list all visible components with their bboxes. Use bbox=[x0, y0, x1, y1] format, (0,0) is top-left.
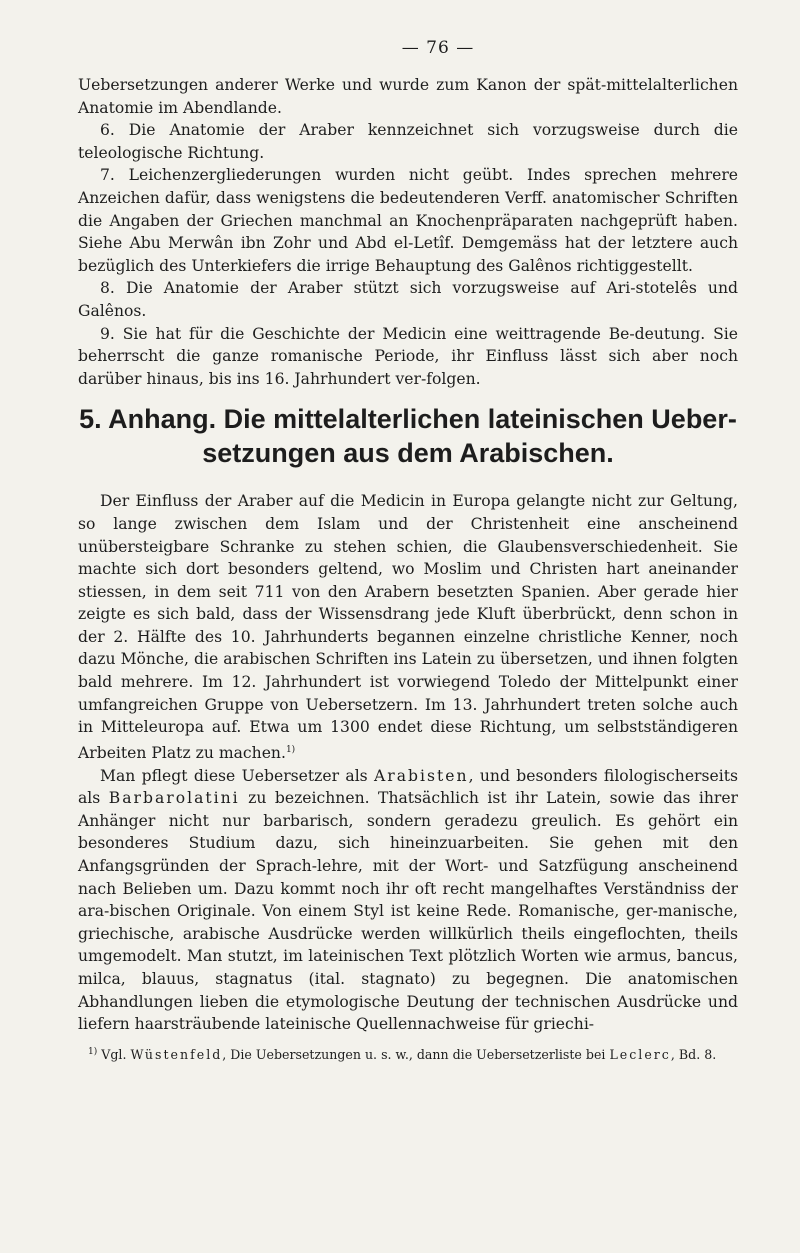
paragraph-item-7: 7. Leichenzergliederungen wurden nicht geübt. Indes sprechen mehrere Anzeichen dafür, dass wenigstens die bedeutenderen Verff. anatomischer Schriften die Angaben der Griechen manchmal an Knochenpräparaten nachgeprüft haben. Siehe Abu Merwân ibn Zohr und Abd el-Letîf. Demgemäss hat der letztere auch bezüglich des Unterkiefers die irrige Behauptung des Galênos richtiggestellt. bbox=[78, 166, 738, 275]
body-paragraph-2 bbox=[78, 765, 738, 1036]
footnote-author: Wüstenfeld bbox=[130, 1046, 223, 1062]
footnote-mark: 1) bbox=[88, 1046, 98, 1057]
body-paragraph-1 bbox=[78, 490, 738, 764]
body-paragraph-1-text: Der Einfluss der Araber auf die Medicin in Europa gelangte nicht zur Geltung, so lange zwischen dem Islam und der Christenheit eine anscheinend unübersteigbare Schranke zu stehen schien, die Glaubensverschiedenheit. Sie machte sich dort besonders geltend, wo Moslim und Christen hart aneinander stiessen, in dem seit 711 von den Arabern besetzten Spanien. Aber gerade hier zeigte es sich bald, dass der Wissensdrang jede Kluft überbrückt, denn schon in der 2. Hälfte des 10. Jahrhunderts begannen einzelne christliche Kenner, noch dazu Mönche, die arabischen Schriften ins Latein zu übersetzen, und ihnen folgten bald mehrere. Im 12. Jahrhundert ist vorwiegend Toledo der Mittelpunkt einer umfangreichen Gruppe von Uebersetzern. Im 13. Jahrhundert treten solche auch in Mitteleuropa auf. Etwa um 1300 endet diese Richtung, um selbstständigeren Arbeiten Platz zu machen. bbox=[78, 492, 738, 763]
footnote-text: Vgl. bbox=[97, 1046, 131, 1062]
body-text: zu bezeichnen. Thatsächlich ist ihr Latein, sowie das ihrer Anhänger nicht nur barbarisch, sondern geradezu greulich. Es gehört ein besonderes Studium dazu, sich hineinzuarbeiten. Sie gehen mit den Anfangsgründen der Sprach-lehre, mit der Wort- und Satzfügung anscheinend nach Belieben um. Dazu kommt noch ihr oft recht mangelhaftes Verständniss der ara-bischen Originale. Von einem Styl ist keine Rede. Romanische, ger-manische, griechische, arabische Ausdrücke werden willkürlich theils eingeflochten, theils umgemodelt. Man stutzt, im lateinischen Text plötzlich Worten wie armus, bancus, milca, blauus, stagnatus (ital. stagnato) zu begegnen. Die anatomischen Abhandlungen lieben die etymologische Deutung der technischen Ausdrücke und liefern haarsträubende lateinische Quellennachweise für griechi- bbox=[78, 789, 738, 1034]
paragraph-item-6: 6. Die Anatomie der Araber kennzeichnet sich vorzugsweise durch die teleologische Richtung. bbox=[78, 121, 738, 162]
paragraph-item-9: 9. Sie hat für die Geschichte der Medicin eine weittragende Be-deutung. Sie beherrscht die ganze romanische Periode, ihr Einfluss lässt sich aber noch darüber hinaus, bis ins 16. Jahrhundert ver-folgen. bbox=[78, 324, 738, 388]
term-arabisten: Arabisten bbox=[374, 766, 469, 785]
section-heading: 5. Anhang. Die mittelalterlichen lateinischen Ueber-setzungen aus dem Arabischen. bbox=[79, 404, 737, 469]
paragraph-item-8: 8. Die Anatomie der Araber stützt sich vorzugsweise auf Ari-stotelês und Galênos. bbox=[78, 279, 738, 320]
footnote-author: Leclerc bbox=[609, 1046, 671, 1062]
footnote-text: , Bd. 8. bbox=[670, 1046, 717, 1062]
paragraph-continuation: Uebersetzungen anderer Werke und wurde zum Kanon der spät-mittelalterlichen Anatomie im Abendlande. bbox=[78, 76, 738, 117]
body-text: Man pflegt diese Uebersetzer als bbox=[100, 766, 375, 785]
footnote-text: , Die Uebersetzungen u. s. w., dann die Uebersetzerliste bei bbox=[222, 1046, 610, 1062]
body-text: , und besonders filologischerseits als bbox=[78, 766, 738, 808]
term-barbarolatini: Barbarolatini bbox=[108, 789, 240, 808]
page bbox=[78, 38, 738, 1063]
footnote-reference: 1) bbox=[285, 744, 296, 755]
page-number: — 76 — bbox=[401, 38, 475, 58]
footnote bbox=[78, 1044, 738, 1063]
